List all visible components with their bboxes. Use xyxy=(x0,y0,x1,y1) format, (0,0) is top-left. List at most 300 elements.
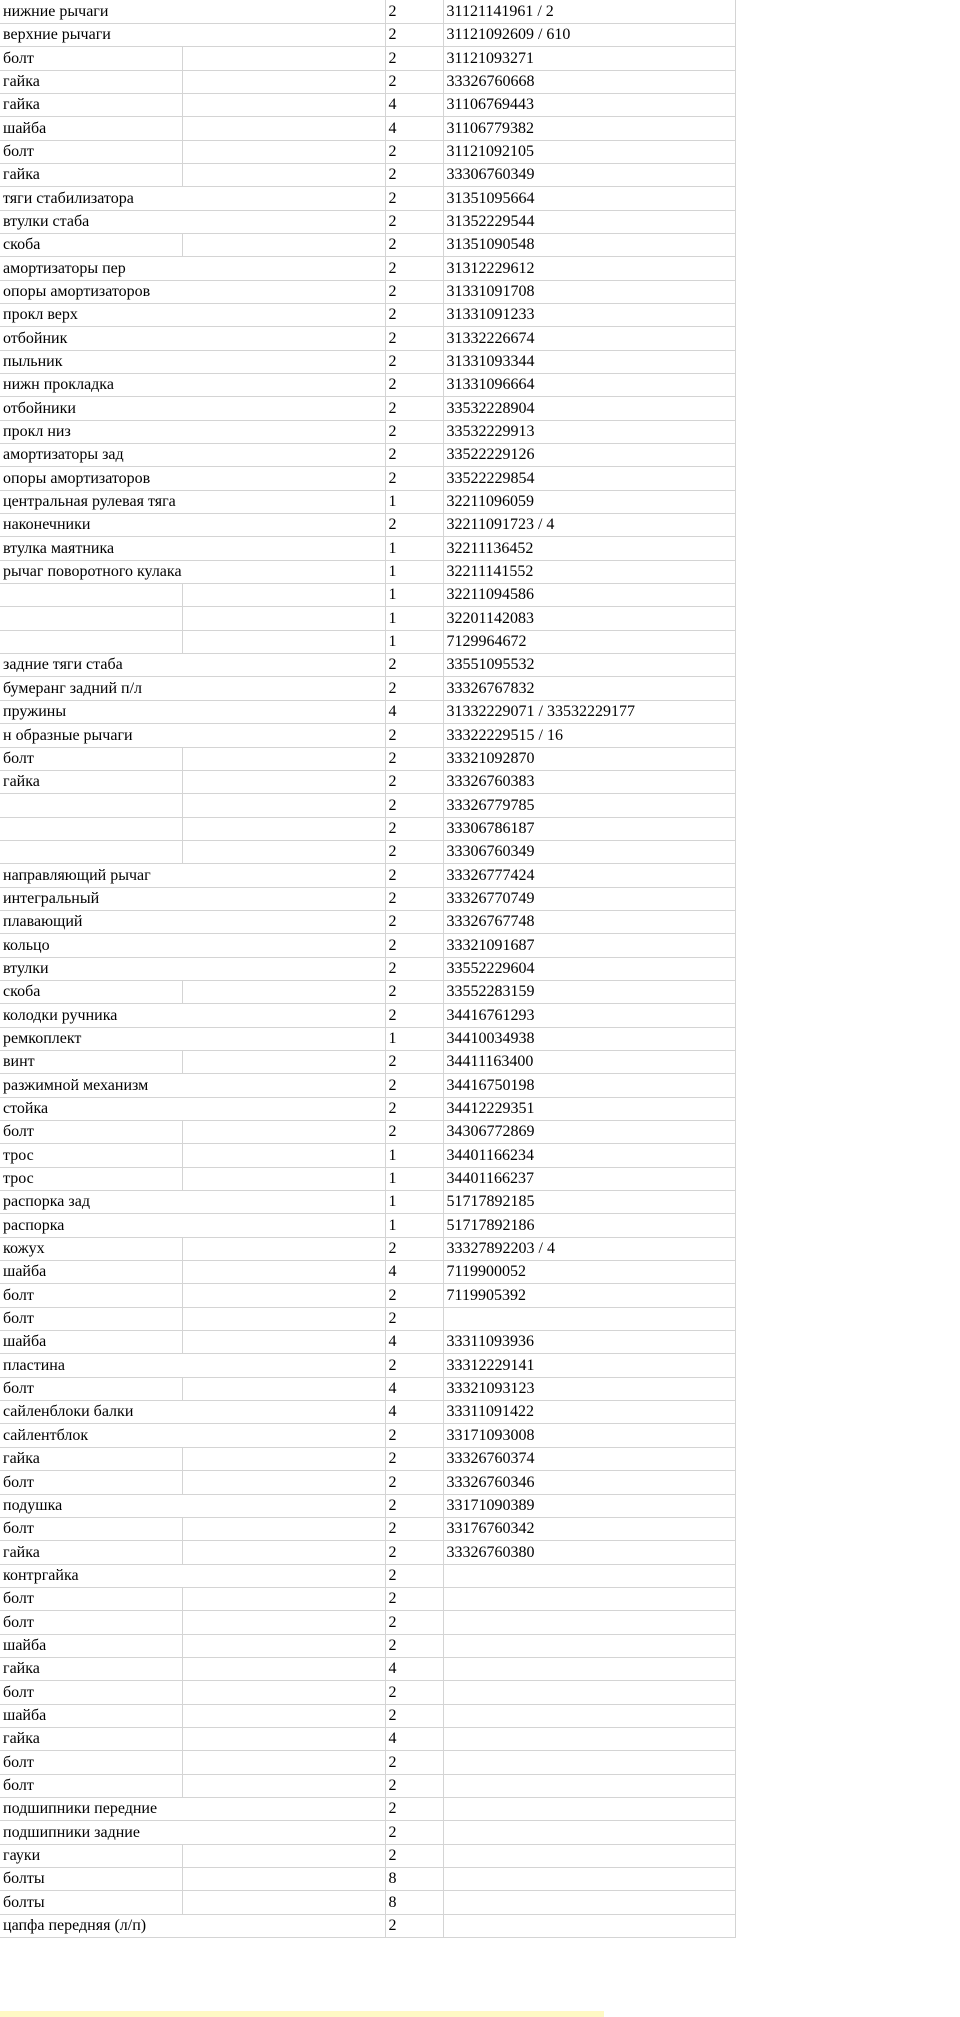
cell-part-number[interactable]: 33326770749 xyxy=(443,887,735,910)
cell-empty[interactable] xyxy=(182,794,385,817)
cell-empty[interactable] xyxy=(182,560,385,583)
cell-part-number[interactable]: 33326779785 xyxy=(443,794,735,817)
cell-item-name[interactable] xyxy=(0,1844,182,1867)
cell-empty[interactable] xyxy=(182,187,385,210)
cell-empty[interactable] xyxy=(182,47,385,70)
cell-item-name[interactable] xyxy=(0,467,182,490)
cell-empty[interactable] xyxy=(182,840,385,863)
cell-empty[interactable] xyxy=(182,490,385,513)
cell-part-number[interactable]: 51717892186 xyxy=(443,1214,735,1237)
cell-empty[interactable] xyxy=(182,910,385,933)
cell-quantity[interactable]: 2 xyxy=(385,1050,443,1073)
cell-empty[interactable] xyxy=(182,817,385,840)
cell-item-name[interactable] xyxy=(0,1471,182,1494)
cell-part-number[interactable]: 32201142083 xyxy=(443,607,735,630)
cell-part-number[interactable]: 31121092609 / 610 xyxy=(443,23,735,46)
cell-item-name[interactable] xyxy=(0,1331,182,1354)
cell-part-number[interactable]: 34412229351 xyxy=(443,1097,735,1120)
cell-empty[interactable] xyxy=(182,700,385,723)
cell-empty[interactable] xyxy=(182,1377,385,1400)
cell-quantity[interactable]: 2 xyxy=(385,210,443,233)
cell-quantity[interactable]: 1 xyxy=(385,630,443,653)
cell-empty[interactable] xyxy=(182,1121,385,1144)
cell-quantity[interactable]: 8 xyxy=(385,1891,443,1914)
cell-item-name[interactable] xyxy=(0,1634,182,1657)
cell-part-number[interactable]: 33552229604 xyxy=(443,957,735,980)
cell-quantity[interactable]: 2 xyxy=(385,0,443,23)
cell-item-name[interactable] xyxy=(0,1377,182,1400)
cell-quantity[interactable]: 2 xyxy=(385,420,443,443)
cell-quantity[interactable]: 2 xyxy=(385,70,443,93)
cell-part-number[interactable]: 31331091233 xyxy=(443,303,735,326)
cell-quantity[interactable]: 1 xyxy=(385,1144,443,1167)
cell-empty[interactable] xyxy=(182,350,385,373)
cell-item-name[interactable] xyxy=(0,1494,182,1517)
cell-part-number[interactable]: 34401166237 xyxy=(443,1167,735,1190)
cell-quantity[interactable]: 2 xyxy=(385,1074,443,1097)
cell-item-name[interactable] xyxy=(0,607,182,630)
cell-empty[interactable] xyxy=(182,1261,385,1284)
cell-empty[interactable] xyxy=(182,303,385,326)
cell-quantity[interactable]: 2 xyxy=(385,280,443,303)
cell-item-name[interactable] xyxy=(0,677,182,700)
cell-quantity[interactable]: 2 xyxy=(385,303,443,326)
cell-quantity[interactable]: 4 xyxy=(385,700,443,723)
cell-part-number[interactable]: 32211136452 xyxy=(443,537,735,560)
cell-quantity[interactable]: 2 xyxy=(385,1797,443,1820)
cell-part-number[interactable]: 34410034938 xyxy=(443,1027,735,1050)
cell-quantity[interactable]: 2 xyxy=(385,1517,443,1540)
cell-quantity[interactable]: 2 xyxy=(385,23,443,46)
cell-empty[interactable] xyxy=(182,280,385,303)
cell-item-name[interactable] xyxy=(0,864,182,887)
cell-quantity[interactable]: 2 xyxy=(385,257,443,280)
cell-part-number[interactable]: 34306772869 xyxy=(443,1121,735,1144)
cell-part-number[interactable] xyxy=(443,1751,735,1774)
cell-part-number[interactable]: 32211094586 xyxy=(443,584,735,607)
cell-item-name[interactable] xyxy=(0,1027,182,1050)
cell-item-name[interactable] xyxy=(0,1144,182,1167)
cell-empty[interactable] xyxy=(182,584,385,607)
cell-empty[interactable] xyxy=(182,1587,385,1610)
cell-quantity[interactable]: 8 xyxy=(385,1868,443,1891)
cell-empty[interactable] xyxy=(182,0,385,23)
cell-part-number[interactable]: 7129964672 xyxy=(443,630,735,653)
cell-item-name[interactable] xyxy=(0,1097,182,1120)
cell-quantity[interactable]: 2 xyxy=(385,374,443,397)
cell-item-name[interactable] xyxy=(0,654,182,677)
cell-empty[interactable] xyxy=(182,1237,385,1260)
cell-empty[interactable] xyxy=(182,1424,385,1447)
cell-part-number[interactable]: 33321091687 xyxy=(443,934,735,957)
cell-part-number[interactable]: 33532228904 xyxy=(443,397,735,420)
cell-item-name[interactable] xyxy=(0,1121,182,1144)
cell-quantity[interactable]: 2 xyxy=(385,47,443,70)
cell-quantity[interactable]: 2 xyxy=(385,467,443,490)
cell-item-name[interactable] xyxy=(0,1354,182,1377)
cell-part-number[interactable] xyxy=(443,1868,735,1891)
cell-empty[interactable] xyxy=(182,397,385,420)
cell-part-number[interactable] xyxy=(443,1727,735,1750)
cell-quantity[interactable]: 2 xyxy=(385,1704,443,1727)
cell-quantity[interactable]: 2 xyxy=(385,514,443,537)
cell-quantity[interactable]: 2 xyxy=(385,140,443,163)
cell-item-name[interactable] xyxy=(0,724,182,747)
cell-item-name[interactable] xyxy=(0,1821,182,1844)
cell-item-name[interactable] xyxy=(0,303,182,326)
cell-part-number[interactable] xyxy=(443,1844,735,1867)
cell-part-number[interactable]: 32211096059 xyxy=(443,490,735,513)
cell-empty[interactable] xyxy=(182,1331,385,1354)
cell-empty[interactable] xyxy=(182,1401,385,1424)
cell-empty[interactable] xyxy=(182,1751,385,1774)
cell-quantity[interactable]: 2 xyxy=(385,864,443,887)
cell-part-number[interactable]: 34411163400 xyxy=(443,1050,735,1073)
cell-quantity[interactable]: 2 xyxy=(385,327,443,350)
cell-part-number[interactable]: 31332229071 / 33532229177 xyxy=(443,700,735,723)
cell-empty[interactable] xyxy=(182,654,385,677)
cell-item-name[interactable] xyxy=(0,1261,182,1284)
cell-quantity[interactable]: 4 xyxy=(385,1331,443,1354)
cell-item-name[interactable] xyxy=(0,140,182,163)
cell-item-name[interactable] xyxy=(0,887,182,910)
cell-empty[interactable] xyxy=(182,1191,385,1214)
cell-empty[interactable] xyxy=(182,1611,385,1634)
cell-item-name[interactable] xyxy=(0,1237,182,1260)
cell-item-name[interactable] xyxy=(0,1914,182,1937)
cell-quantity[interactable]: 2 xyxy=(385,233,443,256)
cell-quantity[interactable]: 1 xyxy=(385,1027,443,1050)
cell-part-number[interactable]: 33176760342 xyxy=(443,1517,735,1540)
cell-empty[interactable] xyxy=(182,1517,385,1540)
cell-item-name[interactable] xyxy=(0,350,182,373)
cell-part-number[interactable]: 31121093271 xyxy=(443,47,735,70)
cell-empty[interactable] xyxy=(182,1494,385,1517)
cell-part-number[interactable]: 33312229141 xyxy=(443,1354,735,1377)
cell-quantity[interactable]: 4 xyxy=(385,117,443,140)
cell-quantity[interactable]: 1 xyxy=(385,560,443,583)
cell-empty[interactable] xyxy=(182,724,385,747)
cell-empty[interactable] xyxy=(182,747,385,770)
cell-part-number[interactable]: 32211091723 / 4 xyxy=(443,514,735,537)
cell-part-number[interactable]: 33326767832 xyxy=(443,677,735,700)
cell-part-number[interactable] xyxy=(443,1634,735,1657)
cell-empty[interactable] xyxy=(182,233,385,256)
cell-part-number[interactable] xyxy=(443,1307,735,1330)
cell-item-name[interactable] xyxy=(0,1774,182,1797)
cell-item-name[interactable] xyxy=(0,770,182,793)
cell-empty[interactable] xyxy=(182,1004,385,1027)
cell-part-number[interactable]: 33322229515 / 16 xyxy=(443,724,735,747)
cell-item-name[interactable] xyxy=(0,1447,182,1470)
cell-item-name[interactable] xyxy=(0,1704,182,1727)
cell-part-number[interactable]: 34416761293 xyxy=(443,1004,735,1027)
cell-item-name[interactable] xyxy=(0,817,182,840)
cell-part-number[interactable]: 31312229612 xyxy=(443,257,735,280)
cell-item-name[interactable] xyxy=(0,1891,182,1914)
cell-part-number[interactable]: 33326760374 xyxy=(443,1447,735,1470)
cell-empty[interactable] xyxy=(182,677,385,700)
cell-empty[interactable] xyxy=(182,1471,385,1494)
cell-empty[interactable] xyxy=(182,420,385,443)
cell-part-number[interactable]: 33326760383 xyxy=(443,770,735,793)
cell-quantity[interactable]: 2 xyxy=(385,163,443,186)
cell-item-name[interactable] xyxy=(0,700,182,723)
cell-quantity[interactable]: 2 xyxy=(385,444,443,467)
cell-quantity[interactable]: 2 xyxy=(385,840,443,863)
cell-quantity[interactable]: 2 xyxy=(385,1611,443,1634)
cell-quantity[interactable]: 2 xyxy=(385,770,443,793)
cell-item-name[interactable] xyxy=(0,93,182,116)
cell-part-number[interactable]: 31332226674 xyxy=(443,327,735,350)
cell-empty[interactable] xyxy=(182,630,385,653)
cell-part-number[interactable] xyxy=(443,1704,735,1727)
cell-item-name[interactable] xyxy=(0,1868,182,1891)
cell-empty[interactable] xyxy=(182,1050,385,1073)
cell-empty[interactable] xyxy=(182,864,385,887)
cell-quantity[interactable]: 2 xyxy=(385,980,443,1003)
cell-part-number[interactable]: 31351090548 xyxy=(443,233,735,256)
cell-part-number[interactable] xyxy=(443,1774,735,1797)
cell-empty[interactable] xyxy=(182,1307,385,1330)
cell-part-number[interactable]: 31331096664 xyxy=(443,374,735,397)
cell-part-number[interactable]: 33532229913 xyxy=(443,420,735,443)
cell-item-name[interactable] xyxy=(0,514,182,537)
cell-part-number[interactable]: 33171090389 xyxy=(443,1494,735,1517)
cell-part-number[interactable]: 33311093936 xyxy=(443,1331,735,1354)
cell-quantity[interactable]: 1 xyxy=(385,607,443,630)
cell-quantity[interactable]: 2 xyxy=(385,724,443,747)
cell-empty[interactable] xyxy=(182,1167,385,1190)
cell-empty[interactable] xyxy=(182,1144,385,1167)
cell-part-number[interactable]: 33522229854 xyxy=(443,467,735,490)
cell-quantity[interactable]: 2 xyxy=(385,1471,443,1494)
cell-empty[interactable] xyxy=(182,1727,385,1750)
cell-part-number[interactable]: 34416750198 xyxy=(443,1074,735,1097)
cell-item-name[interactable] xyxy=(0,957,182,980)
cell-empty[interactable] xyxy=(182,1797,385,1820)
cell-empty[interactable] xyxy=(182,1891,385,1914)
cell-quantity[interactable]: 1 xyxy=(385,490,443,513)
cell-item-name[interactable] xyxy=(0,980,182,1003)
cell-quantity[interactable]: 2 xyxy=(385,350,443,373)
cell-part-number[interactable]: 7119900052 xyxy=(443,1261,735,1284)
cell-part-number[interactable]: 33327892203 / 4 xyxy=(443,1237,735,1260)
cell-empty[interactable] xyxy=(182,1634,385,1657)
cell-quantity[interactable]: 2 xyxy=(385,1097,443,1120)
cell-item-name[interactable] xyxy=(0,1307,182,1330)
cell-quantity[interactable]: 1 xyxy=(385,1167,443,1190)
cell-part-number[interactable]: 33306760349 xyxy=(443,840,735,863)
cell-item-name[interactable] xyxy=(0,210,182,233)
cell-empty[interactable] xyxy=(182,140,385,163)
cell-empty[interactable] xyxy=(182,1447,385,1470)
cell-empty[interactable] xyxy=(182,537,385,560)
cell-quantity[interactable]: 2 xyxy=(385,1587,443,1610)
cell-item-name[interactable] xyxy=(0,910,182,933)
cell-item-name[interactable] xyxy=(0,747,182,770)
cell-part-number[interactable] xyxy=(443,1587,735,1610)
cell-empty[interactable] xyxy=(182,117,385,140)
cell-item-name[interactable] xyxy=(0,1074,182,1097)
cell-item-name[interactable] xyxy=(0,1401,182,1424)
cell-quantity[interactable]: 2 xyxy=(385,1681,443,1704)
cell-item-name[interactable] xyxy=(0,70,182,93)
cell-quantity[interactable]: 2 xyxy=(385,1307,443,1330)
cell-empty[interactable] xyxy=(182,770,385,793)
cell-quantity[interactable]: 4 xyxy=(385,1401,443,1424)
cell-part-number[interactable] xyxy=(443,1564,735,1587)
cell-quantity[interactable]: 2 xyxy=(385,934,443,957)
cell-part-number[interactable]: 33326760668 xyxy=(443,70,735,93)
cell-item-name[interactable] xyxy=(0,397,182,420)
cell-item-name[interactable] xyxy=(0,1284,182,1307)
cell-item-name[interactable] xyxy=(0,163,182,186)
cell-item-name[interactable] xyxy=(0,1424,182,1447)
cell-part-number[interactable]: 31106779382 xyxy=(443,117,735,140)
cell-empty[interactable] xyxy=(182,93,385,116)
cell-part-number[interactable]: 33321093123 xyxy=(443,1377,735,1400)
cell-empty[interactable] xyxy=(182,1868,385,1891)
cell-empty[interactable] xyxy=(182,257,385,280)
cell-part-number[interactable]: 33321092870 xyxy=(443,747,735,770)
cell-item-name[interactable] xyxy=(0,537,182,560)
cell-quantity[interactable]: 2 xyxy=(385,654,443,677)
cell-item-name[interactable] xyxy=(0,47,182,70)
cell-item-name[interactable] xyxy=(0,1751,182,1774)
cell-part-number[interactable]: 34401166234 xyxy=(443,1144,735,1167)
cell-quantity[interactable]: 2 xyxy=(385,1564,443,1587)
cell-quantity[interactable]: 1 xyxy=(385,1214,443,1237)
cell-empty[interactable] xyxy=(182,1097,385,1120)
cell-empty[interactable] xyxy=(182,1354,385,1377)
cell-empty[interactable] xyxy=(182,1681,385,1704)
cell-item-name[interactable] xyxy=(0,1541,182,1564)
cell-part-number[interactable]: 31121092105 xyxy=(443,140,735,163)
cell-part-number[interactable]: 33326777424 xyxy=(443,864,735,887)
cell-item-name[interactable] xyxy=(0,327,182,350)
cell-item-name[interactable] xyxy=(0,1797,182,1820)
cell-item-name[interactable] xyxy=(0,794,182,817)
cell-part-number[interactable] xyxy=(443,1914,735,1937)
cell-quantity[interactable]: 2 xyxy=(385,1914,443,1937)
cell-empty[interactable] xyxy=(182,1214,385,1237)
cell-empty[interactable] xyxy=(182,210,385,233)
cell-item-name[interactable] xyxy=(0,374,182,397)
cell-quantity[interactable]: 1 xyxy=(385,537,443,560)
cell-part-number[interactable]: 31121141961 / 2 xyxy=(443,0,735,23)
cell-quantity[interactable]: 2 xyxy=(385,957,443,980)
cell-quantity[interactable]: 2 xyxy=(385,1541,443,1564)
cell-item-name[interactable] xyxy=(0,584,182,607)
cell-quantity[interactable]: 4 xyxy=(385,93,443,116)
cell-part-number[interactable]: 33551095532 xyxy=(443,654,735,677)
cell-empty[interactable] xyxy=(182,1657,385,1680)
cell-item-name[interactable] xyxy=(0,444,182,467)
cell-item-name[interactable] xyxy=(0,1191,182,1214)
cell-quantity[interactable]: 2 xyxy=(385,887,443,910)
cell-quantity[interactable]: 2 xyxy=(385,1121,443,1144)
cell-empty[interactable] xyxy=(182,1541,385,1564)
cell-part-number[interactable]: 32211141552 xyxy=(443,560,735,583)
cell-part-number[interactable]: 33306786187 xyxy=(443,817,735,840)
cell-item-name[interactable] xyxy=(0,117,182,140)
cell-quantity[interactable]: 2 xyxy=(385,794,443,817)
cell-item-name[interactable] xyxy=(0,0,182,23)
cell-item-name[interactable] xyxy=(0,233,182,256)
cell-item-name[interactable] xyxy=(0,560,182,583)
cell-quantity[interactable]: 4 xyxy=(385,1727,443,1750)
cell-quantity[interactable]: 2 xyxy=(385,1447,443,1470)
cell-part-number[interactable]: 7119905392 xyxy=(443,1284,735,1307)
cell-item-name[interactable] xyxy=(0,630,182,653)
cell-quantity[interactable]: 2 xyxy=(385,747,443,770)
cell-quantity[interactable]: 2 xyxy=(385,1844,443,1867)
cell-part-number[interactable] xyxy=(443,1891,735,1914)
cell-part-number[interactable]: 33522229126 xyxy=(443,444,735,467)
cell-empty[interactable] xyxy=(182,1074,385,1097)
cell-quantity[interactable]: 2 xyxy=(385,1751,443,1774)
cell-empty[interactable] xyxy=(182,1704,385,1727)
cell-part-number[interactable]: 33552283159 xyxy=(443,980,735,1003)
cell-empty[interactable] xyxy=(182,1774,385,1797)
cell-empty[interactable] xyxy=(182,1844,385,1867)
cell-quantity[interactable]: 2 xyxy=(385,1424,443,1447)
cell-part-number[interactable] xyxy=(443,1821,735,1844)
cell-item-name[interactable] xyxy=(0,1167,182,1190)
cell-empty[interactable] xyxy=(182,1821,385,1844)
cell-quantity[interactable]: 2 xyxy=(385,1821,443,1844)
cell-item-name[interactable] xyxy=(0,1004,182,1027)
cell-empty[interactable] xyxy=(182,980,385,1003)
cell-part-number[interactable]: 33311091422 xyxy=(443,1401,735,1424)
cell-quantity[interactable]: 1 xyxy=(385,584,443,607)
cell-empty[interactable] xyxy=(182,1027,385,1050)
cell-item-name[interactable] xyxy=(0,934,182,957)
cell-quantity[interactable]: 1 xyxy=(385,1191,443,1214)
cell-item-name[interactable] xyxy=(0,1564,182,1587)
cell-empty[interactable] xyxy=(182,514,385,537)
cell-quantity[interactable]: 2 xyxy=(385,910,443,933)
cell-item-name[interactable] xyxy=(0,1727,182,1750)
cell-item-name[interactable] xyxy=(0,23,182,46)
cell-item-name[interactable] xyxy=(0,280,182,303)
cell-quantity[interactable]: 4 xyxy=(385,1377,443,1400)
cell-item-name[interactable] xyxy=(0,840,182,863)
cell-part-number[interactable]: 33171093008 xyxy=(443,1424,735,1447)
cell-quantity[interactable]: 4 xyxy=(385,1657,443,1680)
cell-item-name[interactable] xyxy=(0,1681,182,1704)
cell-part-number[interactable] xyxy=(443,1657,735,1680)
cell-empty[interactable] xyxy=(182,1564,385,1587)
cell-quantity[interactable]: 2 xyxy=(385,1237,443,1260)
cell-part-number[interactable]: 31106769443 xyxy=(443,93,735,116)
cell-part-number[interactable]: 33306760349 xyxy=(443,163,735,186)
cell-quantity[interactable]: 2 xyxy=(385,1494,443,1517)
cell-quantity[interactable]: 2 xyxy=(385,677,443,700)
cell-item-name[interactable] xyxy=(0,1587,182,1610)
cell-part-number[interactable] xyxy=(443,1611,735,1634)
cell-item-name[interactable] xyxy=(0,1517,182,1540)
cell-empty[interactable] xyxy=(182,934,385,957)
cell-part-number[interactable]: 31352229544 xyxy=(443,210,735,233)
cell-quantity[interactable]: 2 xyxy=(385,397,443,420)
cell-empty[interactable] xyxy=(182,957,385,980)
cell-empty[interactable] xyxy=(182,70,385,93)
cell-item-name[interactable] xyxy=(0,257,182,280)
cell-quantity[interactable]: 2 xyxy=(385,1774,443,1797)
cell-empty[interactable] xyxy=(182,163,385,186)
